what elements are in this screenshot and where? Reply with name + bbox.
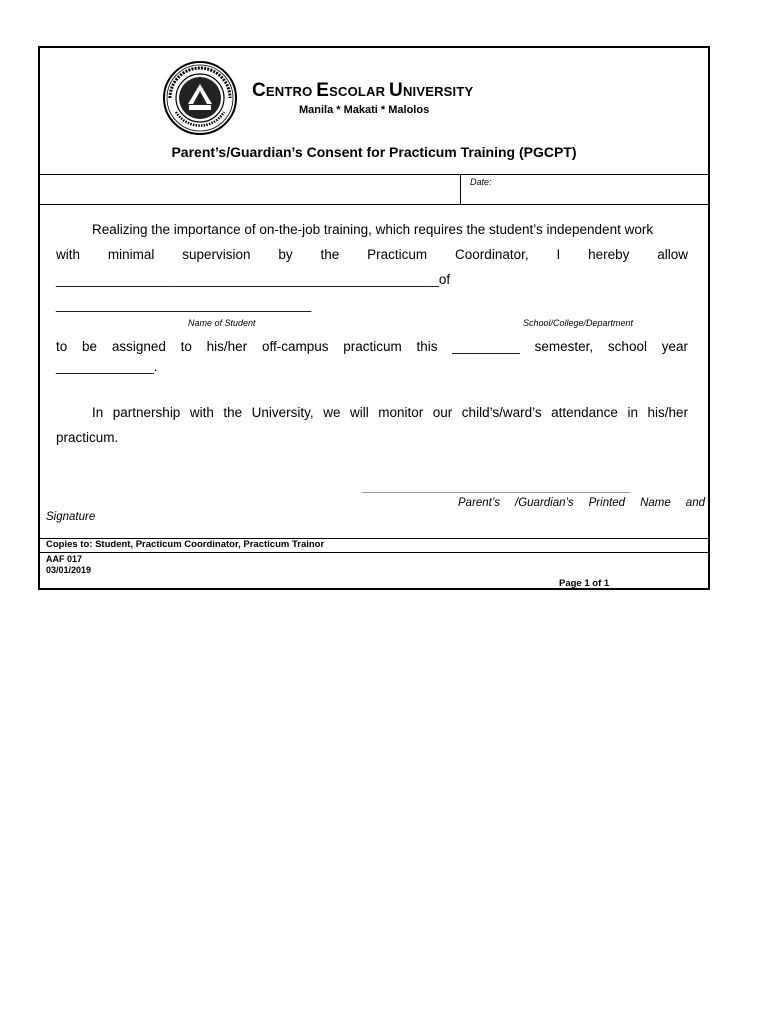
student-name-field: ___________________________________________________of [56, 272, 451, 287]
form-code [46, 554, 91, 576]
divider [40, 174, 708, 175]
consent-line-1: Realizing the importance of on-the-job training, which requires the student’s independent work [92, 222, 654, 237]
signature-label-continued: Signature [46, 511, 96, 523]
form-code-date: 03/01/2019 [46, 565, 92, 575]
page-number: Page 1 of 1 [559, 578, 610, 589]
copies-to: Copies to: Student, Practicum Coordinator, Practicum Trainor [46, 539, 325, 550]
divider [40, 552, 708, 553]
school-year-field: _____________. [56, 359, 158, 374]
partnership-line-2: practicum. [56, 430, 119, 445]
university-seal-icon [162, 60, 238, 136]
department-field: __________________________________ [56, 297, 312, 312]
signature-line [362, 492, 630, 493]
campus-list: Manila * Makati * Malolos [299, 104, 430, 116]
date-label: Date: [470, 177, 492, 187]
department-label: School/College/Department [523, 318, 634, 328]
consent-line-2: with minimal supervision by the Practicum Coordinator, I hereby allow [56, 247, 688, 262]
divider [40, 204, 708, 205]
divider [460, 174, 461, 204]
university-name: CENTRO ESCOLAR UNIVERSITY [252, 80, 474, 101]
signature-label: Parent’s /Guardian’s Printed Name and [458, 497, 705, 509]
form-header [40, 48, 708, 176]
name-of-student-label: Name of Student [188, 318, 256, 328]
form-code-number: AAF 017 [46, 554, 83, 564]
consent-line-5: to be assigned to his/her off-campus practicum this _________ semester, school year [56, 339, 688, 354]
form-title: Parent’s/Guardian’s Consent for Practicum Training (PGCPT) [171, 144, 577, 160]
consent-form [38, 46, 710, 590]
partnership-line-1: In partnership with the University, we will monitor our child’s/ward’s attendance in his/her [92, 405, 688, 420]
